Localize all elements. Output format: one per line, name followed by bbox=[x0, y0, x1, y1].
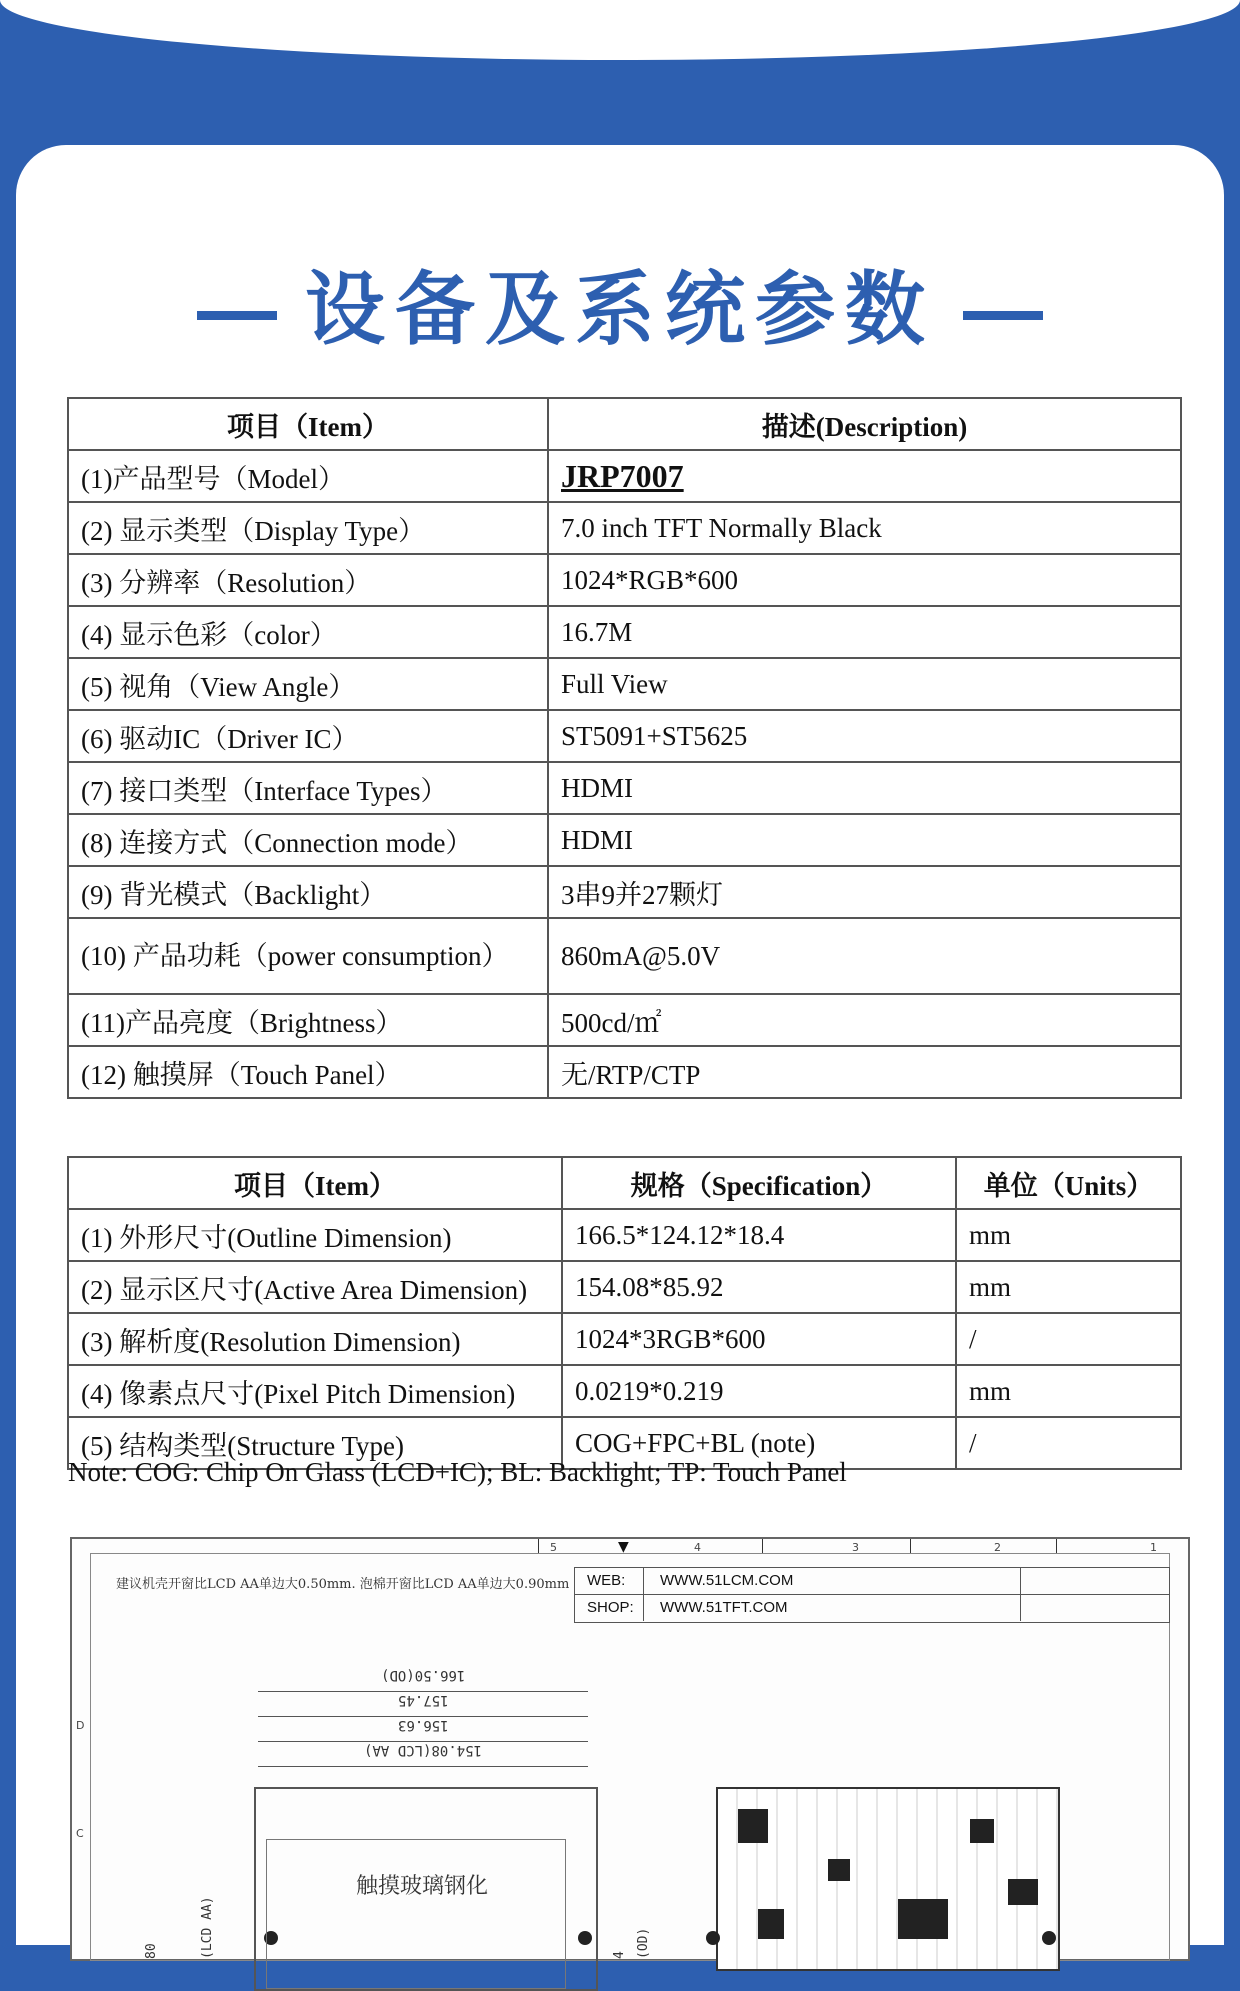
cell-item: (3) 解析度(Resolution Dimension) bbox=[68, 1313, 562, 1365]
dimension-value: 166.50(OD) bbox=[380, 1667, 466, 1683]
table-row bbox=[68, 1209, 1181, 1261]
cell-unit: / bbox=[956, 1417, 1181, 1469]
ruler-tick bbox=[762, 1539, 763, 1553]
title-dash-right bbox=[963, 311, 1043, 320]
vertical-dimension-number: 80 bbox=[144, 1943, 159, 1959]
shop-label: SHOP: bbox=[575, 1595, 644, 1621]
shop-row bbox=[575, 1595, 1169, 1621]
pcb-component bbox=[828, 1859, 850, 1881]
cell-item: (6) 驱动IC（Driver IC） bbox=[68, 710, 548, 762]
web-value: WWW.51LCM.COM bbox=[644, 1568, 1021, 1594]
design-advice-text: 建议机壳开窗比LCD AA单边大0.50mm. 泡棉开窗比LCD AA单边大0.90mm bbox=[116, 1577, 570, 1592]
cell-item: (1) 外形尺寸(Outline Dimension) bbox=[68, 1209, 562, 1261]
ruler-number: 4 bbox=[694, 1541, 701, 1554]
table-row bbox=[68, 918, 1181, 994]
cell-unit: mm bbox=[956, 1261, 1181, 1313]
table-row bbox=[68, 554, 1181, 606]
table-row bbox=[68, 1261, 1181, 1313]
table-row bbox=[68, 994, 1181, 1046]
cell-item: (5) 结构类型(Structure Type) bbox=[68, 1417, 562, 1469]
vertical-dimension-label: (LCD AA) bbox=[200, 1896, 215, 1959]
dimension-value: 157.45 bbox=[397, 1692, 449, 1708]
cell-value: 860mA@5.0V bbox=[548, 918, 1181, 994]
pcb-component bbox=[970, 1819, 994, 1843]
lcd-front-view bbox=[254, 1787, 598, 1991]
cell-value: HDMI bbox=[548, 762, 1181, 814]
cell-spec: 154.08*85.92 bbox=[562, 1261, 956, 1313]
ruler-number: 2 bbox=[994, 1541, 1001, 1554]
header-description: 描述(Description) bbox=[548, 398, 1181, 450]
table-row bbox=[68, 1365, 1181, 1417]
cell-item: (4) 显示色彩（color） bbox=[68, 606, 548, 658]
table-row bbox=[68, 1046, 1181, 1098]
cell-item: (11)产品亮度（Brightness） bbox=[68, 994, 548, 1046]
cell-value: 7.0 inch TFT Normally Black bbox=[548, 502, 1181, 554]
pcb-rear-view bbox=[716, 1787, 1060, 1971]
table-row bbox=[68, 606, 1181, 658]
content-card bbox=[16, 145, 1224, 1959]
touch-glass-area bbox=[266, 1839, 566, 1989]
cell-value: 500cd/㎡ bbox=[548, 994, 1181, 1046]
cell-item: (3) 分辨率（Resolution） bbox=[68, 554, 548, 606]
cell-spec: COG+FPC+BL (note) bbox=[562, 1417, 956, 1469]
ruler-tick bbox=[538, 1539, 539, 1553]
cell-spec: 0.0219*0.219 bbox=[562, 1365, 956, 1417]
header-specification: 规格（Specification） bbox=[562, 1157, 956, 1209]
screw-hole-icon bbox=[706, 1931, 720, 1945]
table-row bbox=[68, 658, 1181, 710]
cell-item: (4) 像素点尺寸(Pixel Pitch Dimension) bbox=[68, 1365, 562, 1417]
contact-box bbox=[574, 1567, 1170, 1623]
table-row bbox=[68, 450, 1181, 502]
dimension-line bbox=[258, 1692, 588, 1717]
side-letter: D bbox=[76, 1719, 85, 1732]
title-dash-left bbox=[197, 311, 277, 320]
cell-value: 无/RTP/CTP bbox=[548, 1046, 1181, 1098]
shop-value: WWW.51TFT.COM bbox=[644, 1595, 1021, 1621]
pcb-component bbox=[898, 1899, 948, 1939]
cell-spec: 1024*3RGB*600 bbox=[562, 1313, 956, 1365]
header-item: 项目（Item） bbox=[68, 1157, 562, 1209]
table-row bbox=[68, 814, 1181, 866]
page-title bbox=[16, 245, 1224, 360]
table-header-row bbox=[68, 1157, 1181, 1209]
cell-item: (10) 产品功耗（power consumption） bbox=[68, 918, 548, 994]
dimension-lines bbox=[258, 1667, 588, 1767]
ruler-tick bbox=[1056, 1539, 1057, 1553]
vertical-dimension-number: 4 bbox=[612, 1951, 627, 1959]
cell-item: (8) 连接方式（Connection mode） bbox=[68, 814, 548, 866]
top-white-band bbox=[0, 0, 1240, 60]
spec-table bbox=[67, 1156, 1182, 1470]
cell-item: (2) 显示区尺寸(Active Area Dimension) bbox=[68, 1261, 562, 1313]
ruler-tick bbox=[910, 1539, 911, 1553]
pcb-component bbox=[738, 1809, 768, 1843]
table-row bbox=[68, 866, 1181, 918]
ruler-number: 3 bbox=[852, 1541, 859, 1554]
arrow-down-icon: ▼ bbox=[618, 1539, 629, 1555]
pcb-component bbox=[758, 1909, 784, 1939]
screw-hole-icon bbox=[1042, 1931, 1056, 1945]
cell-value: 16.7M bbox=[548, 606, 1181, 658]
dimension-value: 154.08(LCD AA) bbox=[363, 1742, 482, 1758]
cell-value: ST5091+ST5625 bbox=[548, 710, 1181, 762]
header-item: 项目（Item） bbox=[68, 398, 548, 450]
cell-unit: mm bbox=[956, 1365, 1181, 1417]
table-row bbox=[68, 1313, 1181, 1365]
header-units: 单位（Units） bbox=[956, 1157, 1181, 1209]
web-label: WEB: bbox=[575, 1568, 644, 1594]
cell-item: (9) 背光模式（Backlight） bbox=[68, 866, 548, 918]
cell-model-value: JRP7007 bbox=[548, 450, 1181, 502]
cell-unit: mm bbox=[956, 1209, 1181, 1261]
vertical-dimension-label: (OD) bbox=[636, 1927, 651, 1959]
device-params-table bbox=[67, 397, 1182, 1099]
cell-item: (7) 接口类型（Interface Types） bbox=[68, 762, 548, 814]
ruler-number: 5 bbox=[550, 1541, 557, 1554]
panel-label: 触摸玻璃钢化 bbox=[356, 1874, 489, 1899]
technical-drawing bbox=[70, 1537, 1190, 1961]
table-row bbox=[68, 762, 1181, 814]
cell-item: (1)产品型号（Model） bbox=[68, 450, 548, 502]
cell-value: 1024*RGB*600 bbox=[548, 554, 1181, 606]
cell-item: (12) 触摸屏（Touch Panel） bbox=[68, 1046, 548, 1098]
table-note: Note: COG: Chip On Glass (LCD+IC); BL: Backlight; TP: Touch Panel bbox=[68, 1457, 847, 1487]
cell-item: (5) 视角（View Angle） bbox=[68, 658, 548, 710]
table-header-row bbox=[68, 398, 1181, 450]
cell-unit: / bbox=[956, 1313, 1181, 1365]
dimension-value: 156.63 bbox=[397, 1717, 449, 1733]
dimension-line bbox=[258, 1717, 588, 1742]
dimension-line bbox=[258, 1742, 588, 1767]
pcb-component bbox=[1008, 1879, 1038, 1905]
page-title-text: 设备及系统参数 bbox=[305, 263, 935, 356]
cell-value: Full View bbox=[548, 658, 1181, 710]
table-row bbox=[68, 710, 1181, 762]
web-row bbox=[575, 1568, 1169, 1595]
cell-value: 3串9并27颗灯 bbox=[548, 866, 1181, 918]
side-letter: C bbox=[76, 1827, 84, 1840]
cell-item: (2) 显示类型（Display Type） bbox=[68, 502, 548, 554]
cell-spec: 166.5*124.12*18.4 bbox=[562, 1209, 956, 1261]
dimension-line bbox=[258, 1667, 588, 1692]
cell-value: HDMI bbox=[548, 814, 1181, 866]
ruler-number: 1 bbox=[1150, 1541, 1157, 1554]
table-row bbox=[68, 502, 1181, 554]
